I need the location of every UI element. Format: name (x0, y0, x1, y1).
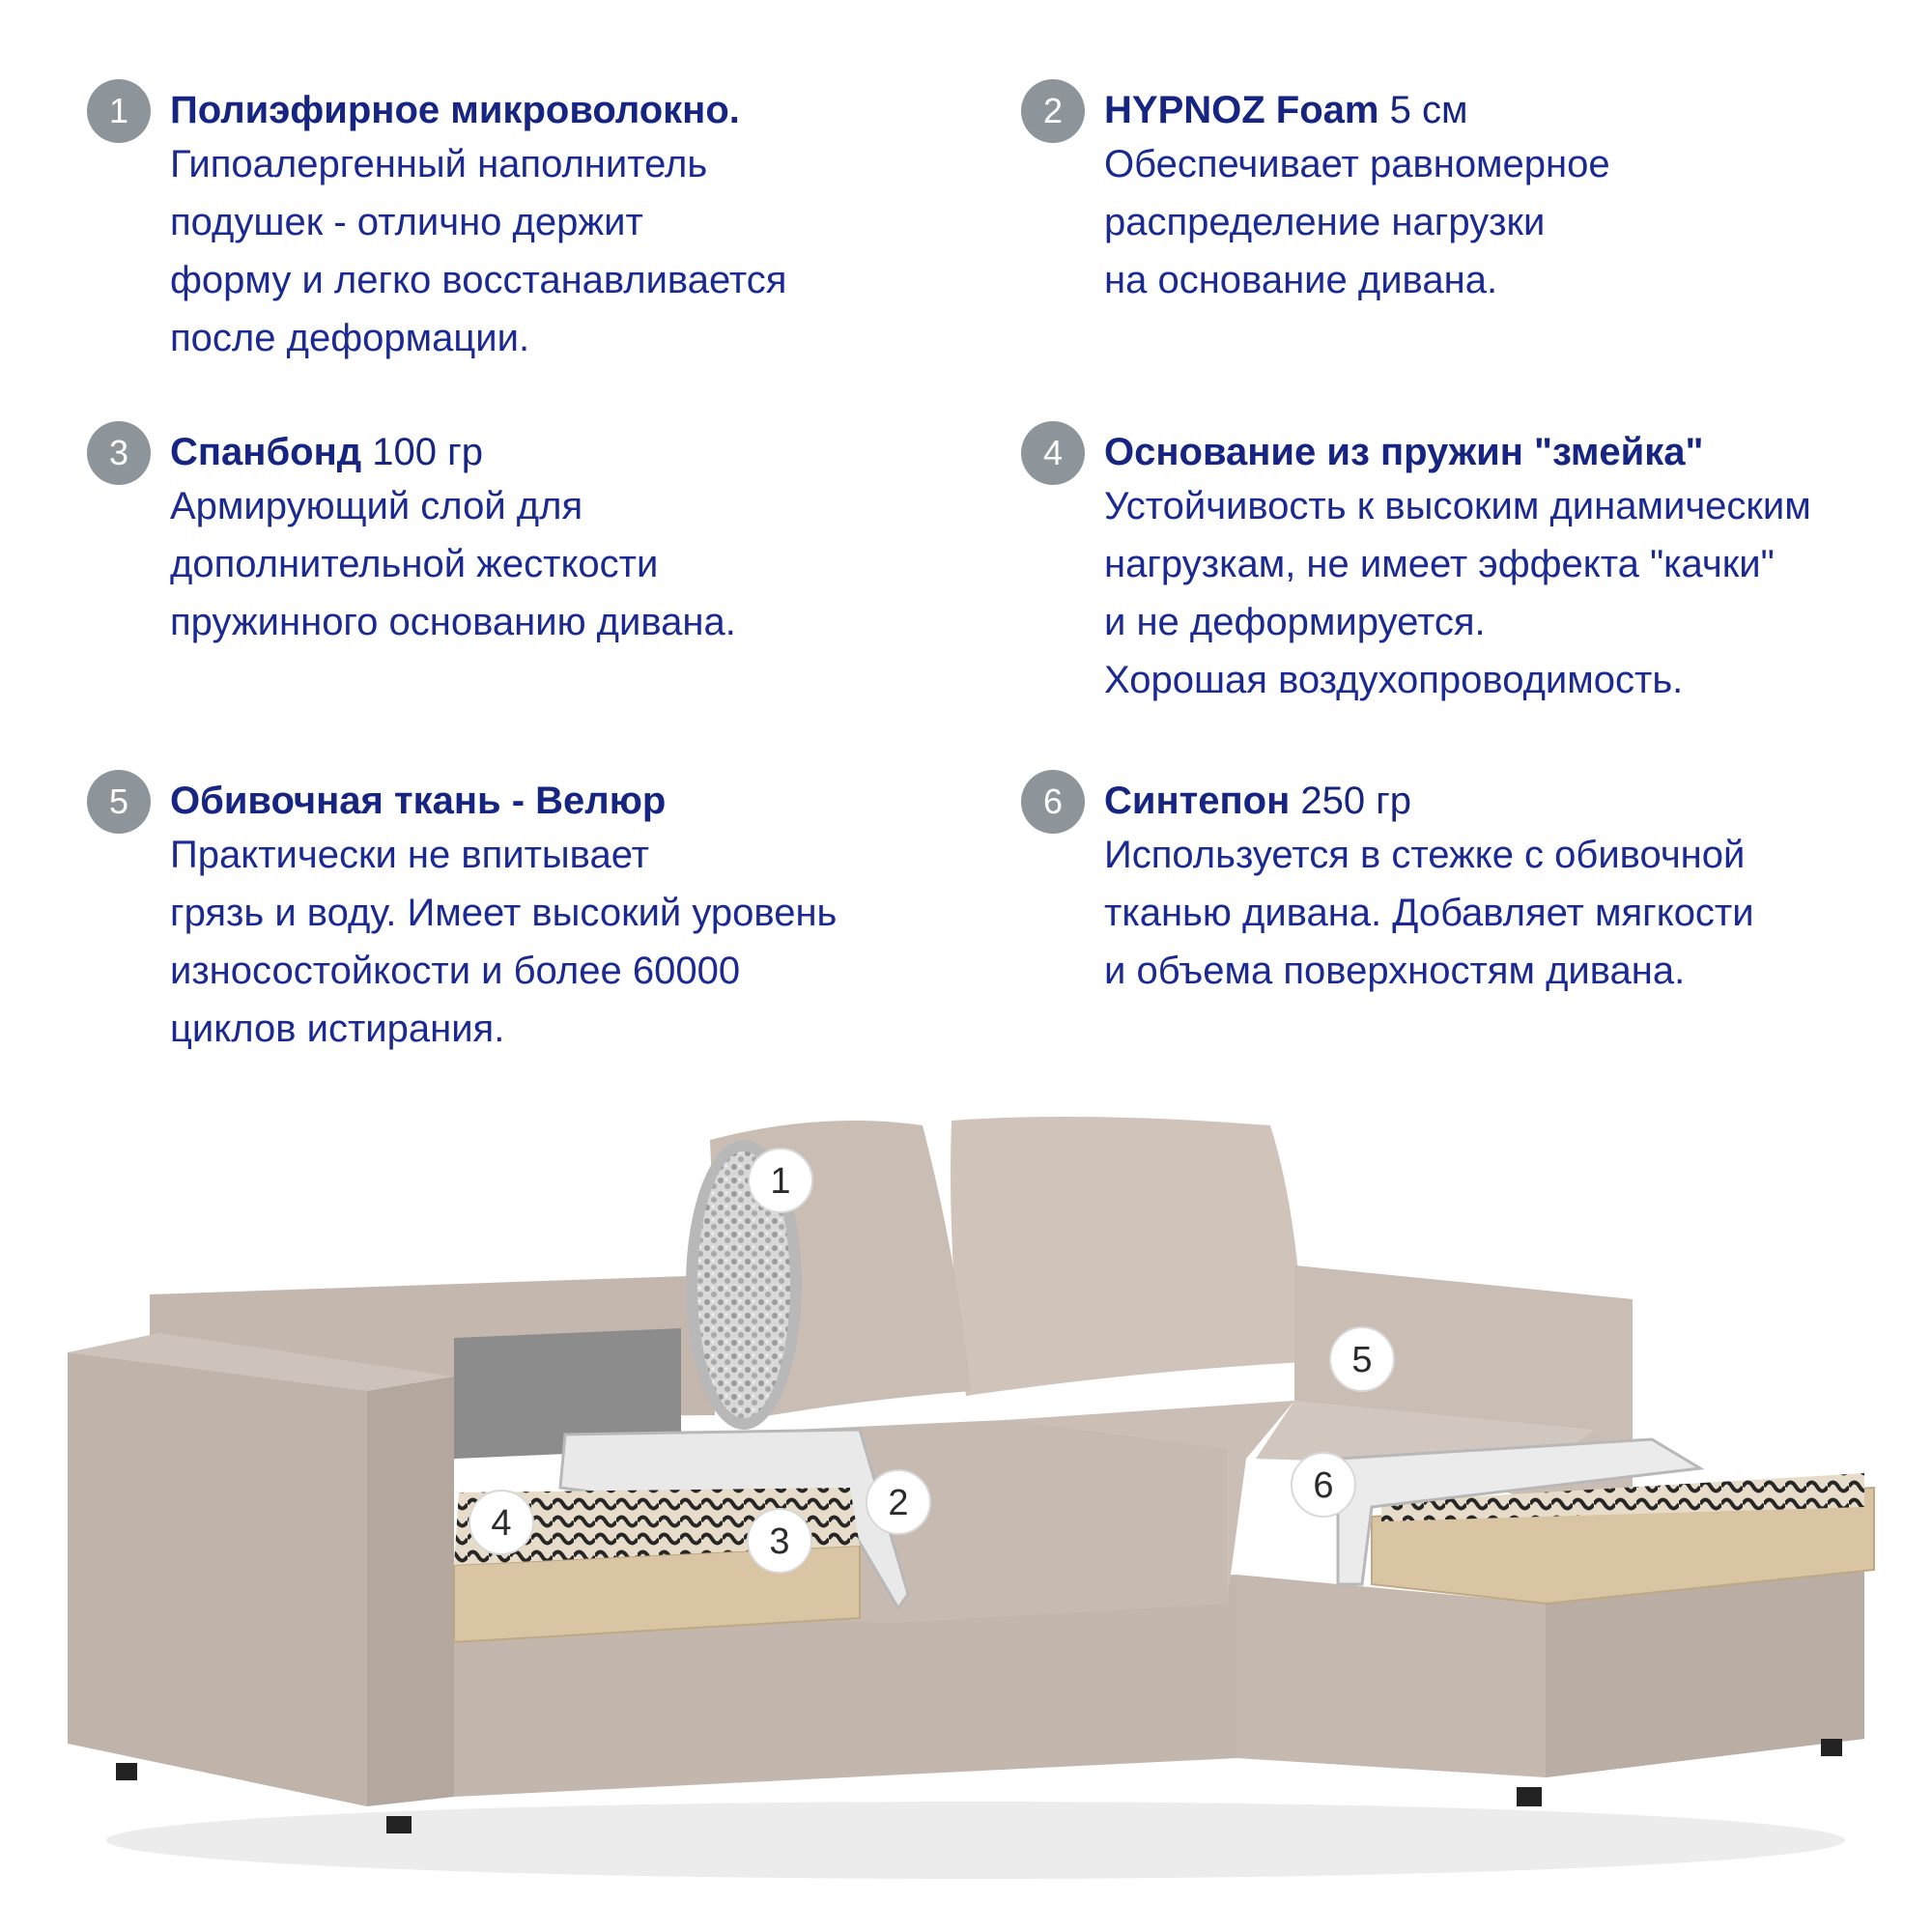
sofa-marker-3 (748, 1509, 811, 1573)
sofa-leg (1821, 1739, 1842, 1756)
feature-title: Полиэфирное микроволокно. (170, 89, 740, 131)
sofa-marker-6 (1292, 1453, 1355, 1517)
svg-text:1: 1 (770, 1161, 791, 1202)
svg-text:6: 6 (1313, 1465, 1334, 1506)
left-armrest-side (367, 1377, 454, 1806)
feature-line: на основание дивана. (1104, 259, 1498, 301)
feature-line: и не деформируется. (1104, 601, 1486, 643)
feature-line: Армирующий слой для (170, 485, 583, 527)
feature-line: Гипоалергенный наполнитель (170, 143, 708, 185)
sofa-marker-4 (469, 1491, 533, 1554)
feature-number-badge: 6 (1021, 770, 1085, 834)
sofa-marker-5 (1330, 1327, 1394, 1391)
feature-line: подушек - отлично держит (170, 201, 643, 243)
feature-title: Обивочная ткань - Велюр (170, 780, 667, 822)
sofa-marker-2 (867, 1470, 930, 1534)
svg-text:3: 3 (769, 1521, 790, 1562)
chaise-front (1546, 1570, 1864, 1777)
svg-text:5: 5 (1351, 1340, 1373, 1380)
feature-title: Синтепон 250 гр (1104, 780, 1412, 822)
feature-line: Используется в стежке с обивочной (1104, 834, 1746, 876)
feature-line: пружинного основанию дивана. (170, 601, 736, 643)
feature-line: форму и легко восстанавливается (170, 259, 787, 301)
feature-line: дополнительной жесткости (170, 543, 659, 585)
svg-text:2: 2 (888, 1483, 909, 1523)
feature-line: Устойчивость к высоким динамическим (1104, 485, 1811, 527)
left-armrest-front (68, 1352, 367, 1806)
feature-line: износостойкости и более 60000 (170, 950, 741, 992)
feature-number-badge: 4 (1021, 421, 1085, 485)
svg-text:4: 4 (491, 1503, 512, 1544)
feature-line: Практически не впитывает (170, 834, 649, 876)
feature-line: циклов истирания. (170, 1008, 505, 1050)
feature-title: HYPNOZ Foam 5 см (1104, 89, 1468, 131)
floor-shadow (106, 1802, 1845, 1879)
feature-line: и объема поверхностям дивана. (1104, 950, 1686, 992)
feature-line: Обеспечивает равномерное (1104, 143, 1610, 185)
feature-line: Хорошая воздухопроводимость. (1104, 659, 1684, 701)
feature-number-badge: 1 (87, 79, 151, 143)
feature-line: грязь и воду. Имеет высокий уровень (170, 892, 838, 934)
sofa-leg (1517, 1787, 1542, 1806)
feature-title: Спанбонд 100 гр (170, 431, 483, 473)
feature-line: нагрузкам, не имеет эффекта "качки" (1104, 543, 1775, 585)
feature-line: тканью дивана. Добавляет мягкости (1104, 892, 1754, 934)
back-cushion-right (951, 1117, 1304, 1396)
feature-line: после деформации. (170, 317, 530, 359)
sofa-cutaway-illustration (0, 1063, 1932, 1932)
feature-title: Основание из пружин "змейка" (1104, 431, 1704, 473)
feature-number-badge: 3 (87, 421, 151, 485)
sofa-leg (116, 1763, 137, 1780)
sofa-leg (386, 1816, 412, 1833)
sofa-marker-1 (749, 1149, 812, 1212)
feature-number-badge: 2 (1021, 79, 1085, 143)
feature-number-badge: 5 (87, 770, 151, 834)
feature-line: распределение нагрузки (1104, 201, 1546, 243)
